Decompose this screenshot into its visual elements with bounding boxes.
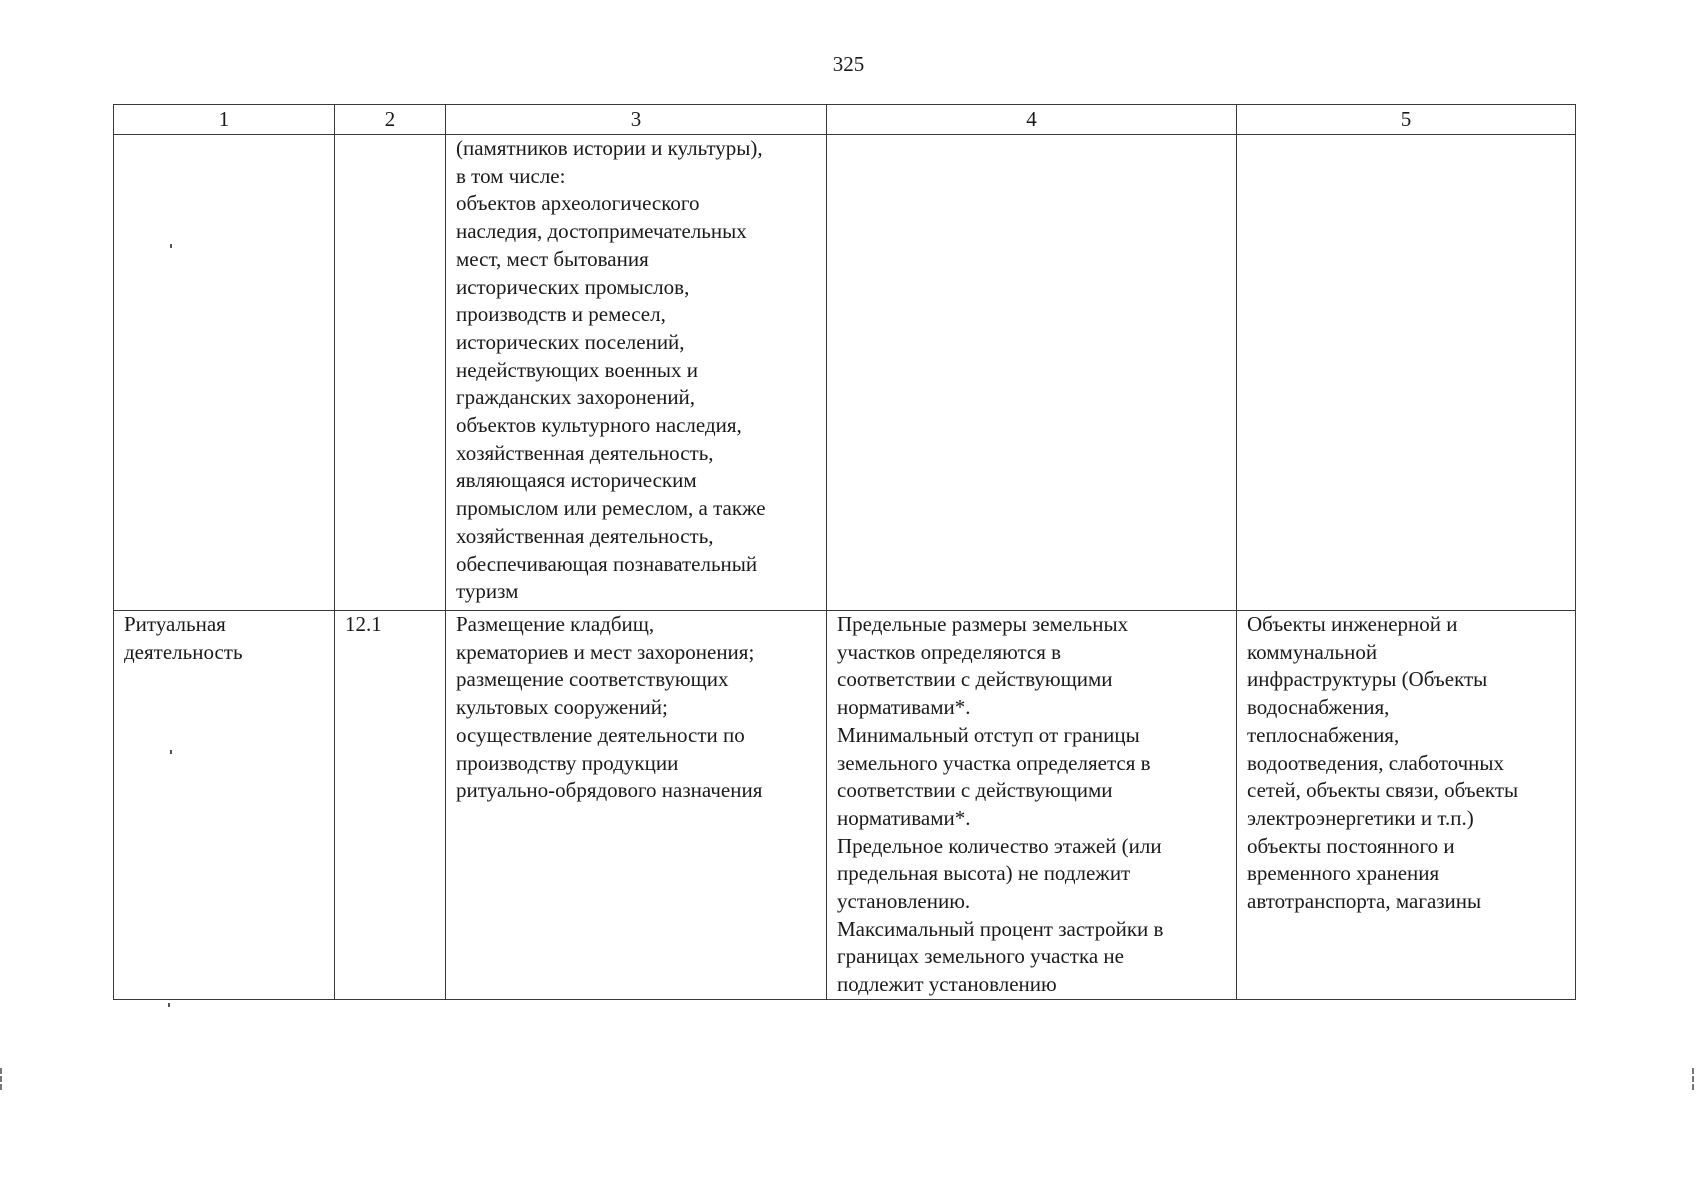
cell-text-line: соответствии с действующими [837,667,1113,692]
cell-text-line: нормативами*. [837,805,971,830]
table-row [114,135,1576,611]
cell-text-line: Ритуальная [124,612,226,636]
cell-text-line: культовых сооружений; [456,695,668,720]
cell-text-line: водоснабжения, [1247,695,1390,720]
cell-text-line: осуществление деятельности по [456,722,745,747]
cell-text-line: Предельное количество этажей (или [837,833,1162,858]
cell-text-line: производств и ремесел, [456,302,666,327]
cell-text-line: исторических поселений, [456,329,685,354]
regulations-table [113,104,1576,1000]
cell-text-line: промыслом или ремеслом, а также [456,496,766,521]
column-header-5: 5 [1237,105,1576,135]
scan-speck [170,244,172,248]
cell-text-line: Предельные размеры земельных [837,612,1129,636]
cell-text-line: (памятников истории и культуры), [456,136,763,160]
column-header-2: 2 [335,105,446,135]
scan-edge-mark [1692,1068,1697,1090]
cell-description [446,135,827,611]
cell-text-line: являющаяся историческим [456,468,697,493]
cell-text-line: объекты постоянного и [1247,833,1455,858]
cell-text-line: Размещение кладбищ, [456,612,655,636]
cell-text-line: производству продукции [456,750,679,775]
cell-text-line: подлежит установлению [837,972,1057,997]
cell-text-line: 12.1 [345,612,382,636]
cell-parameters [827,135,1237,611]
cell-text-line: гражданских захоронений, [456,385,696,410]
cell-use-kind [114,135,335,611]
cell-text-line: туризм [456,579,519,604]
cell-text-line: теплоснабжения, [1247,722,1400,747]
scan-speck [168,1003,170,1007]
cell-text-line: нормативами*. [837,695,971,720]
cell-text-line: временного хранения [1247,861,1440,886]
scan-edge-mark [0,1068,5,1090]
cell-text-line: коммунальной [1247,639,1378,664]
cell-text-line: в том числе: [456,163,566,188]
cell-text-line: соответствии с действующими [837,778,1113,803]
cell-text-line: электроэнергетики и т.п.) [1247,805,1474,830]
cell-text-line: сетей, объекты связи, объекты [1247,778,1519,803]
cell-text-line: предельная высота) не подлежит [837,861,1131,886]
cell-auxiliary-uses [1237,611,1576,1000]
cell-text-line: исторических промыслов, [456,274,690,299]
cell-text-line: обеспечивающая познавательный [456,551,758,576]
cell-text-line: земельного участка определяется в [837,750,1151,775]
cell-text-line: ритуально-обрядового назначения [456,778,763,803]
cell-code [335,135,446,611]
cell-text-line: размещение соответствующих [456,667,729,692]
cell-text-line: мест, мест бытования [456,246,649,271]
cell-code [335,611,446,1000]
cell-text-line: автотранспорта, магазины [1247,889,1482,914]
cell-text-line: хозяйственная деятельность, [456,523,714,548]
cell-text-line: Минимальный отступ от границы [837,722,1140,747]
cell-text-line: Объекты инженерной и [1247,612,1458,636]
cell-text-line: границах земельного участка не [837,944,1124,969]
cell-text-line: объектов культурного наследия, [456,413,742,438]
column-header-3: 3 [446,105,827,135]
cell-text-line: недействующих военных и [456,357,698,382]
cell-text-line: инфраструктуры (Объекты [1247,667,1488,692]
cell-text-line: водоотведения, слаботочных [1247,750,1505,775]
cell-text-line: установлению. [837,889,971,914]
cell-text-line: наследия, достопримечательных [456,219,747,244]
cell-text-line: хозяйственная деятельность, [456,440,714,465]
cell-auxiliary-uses [1237,135,1576,611]
cell-parameters [827,611,1237,1000]
cell-text-line: участков определяются в [837,639,1062,664]
table-header-row [114,105,1576,135]
page-number: 325 [832,52,865,76]
cell-text-line: крематориев и мест захоронения; [456,639,755,664]
column-header-4: 4 [827,105,1237,135]
cell-description [446,611,827,1000]
scan-speck [170,750,172,754]
cell-text-line: Максимальный процент застройки в [837,916,1164,941]
column-header-1: 1 [114,105,335,135]
table-row [114,611,1576,1000]
cell-text-line: объектов археологического [456,191,700,216]
cell-use-kind [114,611,335,1000]
cell-text-line: деятельность [124,639,243,664]
